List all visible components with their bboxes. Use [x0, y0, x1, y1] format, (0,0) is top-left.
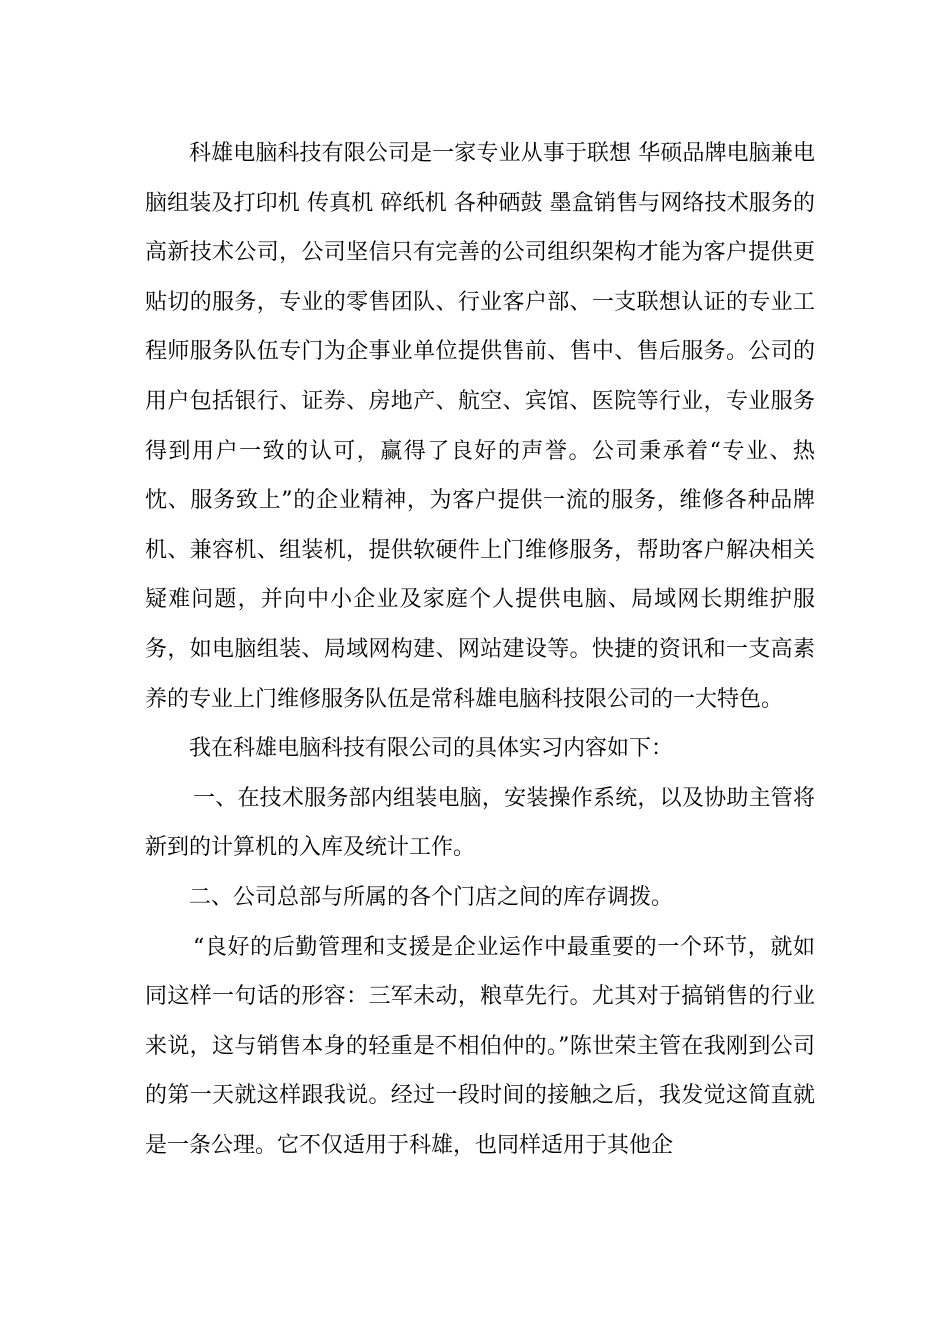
document-body — [145, 129, 815, 1170]
paragraph-item-one: 一、在技术服务部内组装电脑，安装操作系统，以及协助主管将新到的计算机的入库及统计工作。 — [145, 785, 815, 861]
paragraph-company-intro: 科雄电脑科技有限公司是一家专业从事于联想 华硕品牌电脑兼电脑组装及打印机 传真机 碎纸机 各种硒鼓 墨盒销售与网络技术服务的高新技术公司，公司坚信只有完善的公司组织架构才能为客户提供更贴切的服务，专业的零售团队、行业客户部、一支联想认证的专业工程师服务队伍专门为企事业单位提供售前、售中、售后服务。公司的用户包括银行、证券、房地产、航空、宾馆、医院等行业，专业服务得到用户一致的认可，赢得了良好的声誉。公司秉承着“专业、热忱、服务致上”的企业精神，为客户提供一流的服务，维修各种品牌机、兼容机、组装机，提供软硬件上门维修服务，帮助客户解决相关疑难问题，并向中小企业及家庭个人提供电脑、局域网长期维护服务，如电脑组装、局域网构建、网站建设等。快捷的资讯和一支高素养的专业上门维修服务队伍是常科雄电脑科技限公司的一大特色。 — [145, 141, 815, 712]
paragraph-logistics-quote: “良好的后勤管理和支援是企业运作中最重要的一个环节，就如同这样一句话的形容：三军未动，粮草先行。尤其对于搞销售的行业来说，这与销售本身的轻重是不相伯仲的。”陈世荣主管在我刚到公司的第一天就这样跟我说。经过一段时间的接触之后，我发觉这简直就是一条公理。它不仅适用于科雄，也同样适用于其他企 — [145, 934, 815, 1158]
paragraph-internship-intro: 我在科雄电脑科技有限公司的具体实习内容如下： — [189, 736, 674, 762]
paragraph-item-two: 二、公司总部与所属的各个门店之间的库存调拨。 — [189, 884, 674, 910]
